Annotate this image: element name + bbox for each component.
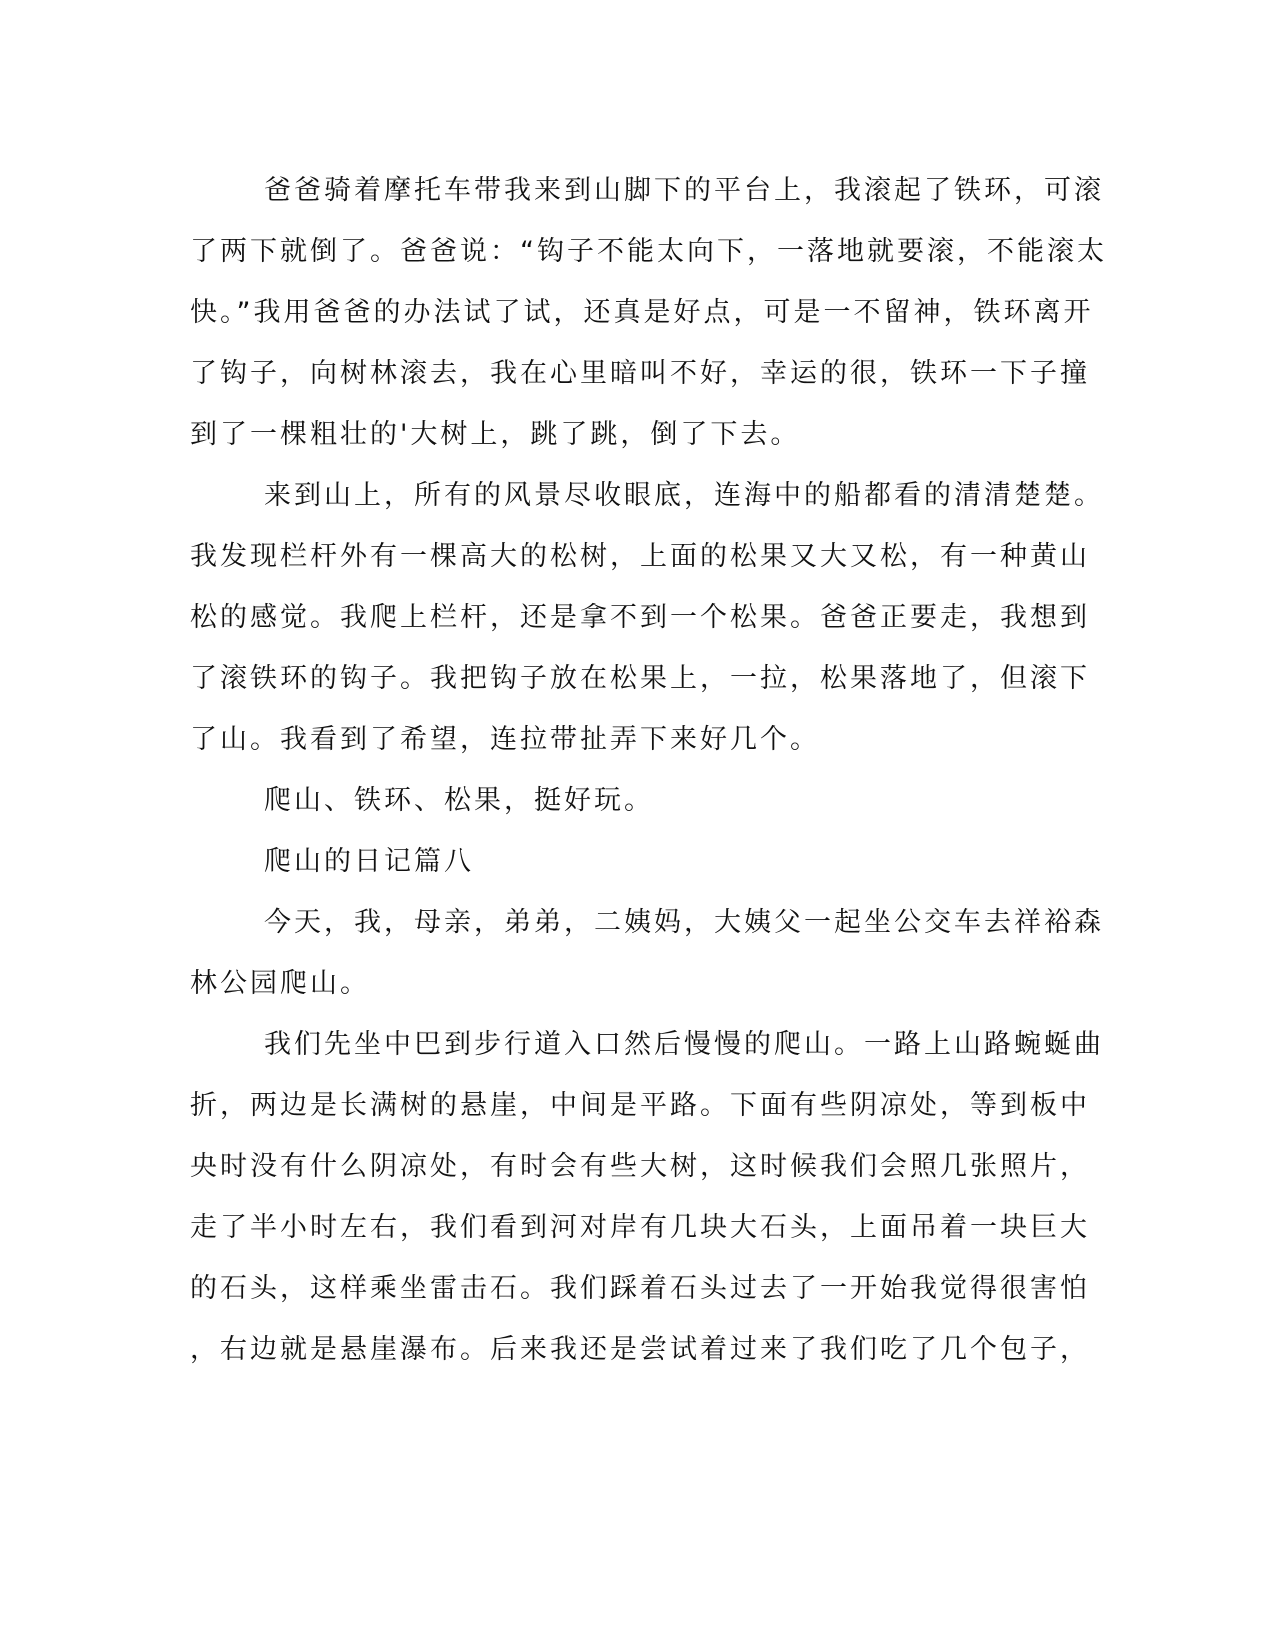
text-line: 了滚铁环的钩子。我把钩子放在松果上，一拉，松果落地了，但滚下 [190,663,1090,694]
text-line: 爬山的日记篇八 [264,846,474,877]
document-body [190,160,1107,1380]
text-line: 了钩子，向树林滚去，我在心里暗叫不好，幸运的很，铁环一下子撞 [190,358,1090,389]
text-line: 了山。我看到了希望，连拉带扯弄下来好几个。 [190,724,820,755]
text-line: 走了半小时左右，我们看到河对岸有几块大石头，上面吊着一块巨大 [190,1212,1090,1243]
text-line: 我发现栏杆外有一棵高大的松树，上面的松果又大又松，有一种黄山 [190,541,1090,572]
text-line: 了两下就倒了。爸爸说：“钩子不能太向下，一落地就要滚，不能滚太 [190,236,1107,267]
text-line: 今天，我，母亲，弟弟，二姨妈，大姨父一起坐公交车去祥裕森 [264,907,1104,938]
text-line: 快。”我用爸爸的办法试了试，还真是好点，可是一不留神，铁环离开 [190,297,1094,328]
text-line: ，右边就是悬崖瀑布。后来我还是尝试着过来了我们吃了几个包子， [190,1334,1090,1365]
text-line: 松的感觉。我爬上栏杆，还是拿不到一个松果。爸爸正要走，我想到 [190,602,1090,633]
text-line: 到了一棵粗壮的'大树上，跳了跳，倒了下去。 [190,419,801,450]
text-line: 我们先坐中巴到步行道入口然后慢慢的爬山。一路上山路蜿蜒曲 [264,1029,1104,1060]
text-line: 央时没有什么阴凉处，有时会有些大树，这时候我们会照几张照片， [190,1151,1090,1182]
text-line: 林公园爬山。 [190,968,370,999]
text-line: 来到山上，所有的风景尽收眼底，连海中的船都看的清清楚楚。 [264,480,1104,511]
text-line: 爬山、铁环、松果，挺好玩。 [264,785,654,816]
text-line: 爸爸骑着摩托车带我来到山脚下的平台上，我滚起了铁环，可滚 [264,175,1104,206]
text-line: 折，两边是长满树的悬崖，中间是平路。下面有些阴凉处，等到板中 [190,1090,1090,1121]
text-line: 的石头，这样乘坐雷击石。我们踩着石头过去了一开始我觉得很害怕 [190,1273,1090,1304]
